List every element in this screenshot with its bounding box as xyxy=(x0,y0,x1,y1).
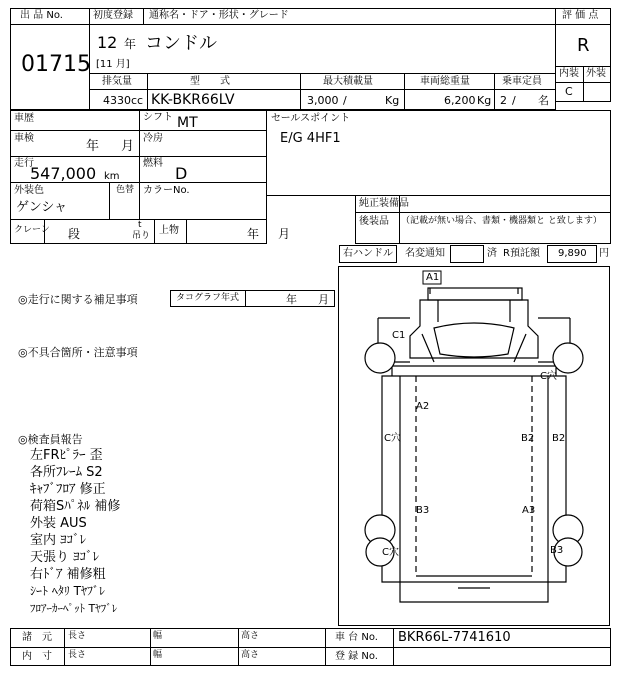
cap-sep: / xyxy=(512,94,516,107)
year-unit: 年 xyxy=(124,37,137,51)
car-name: コンドル xyxy=(145,33,217,54)
cap-label: 乗車定員 xyxy=(502,76,542,87)
mileage-unit: km xyxy=(104,171,120,182)
name-change-label: 名変通知 xyxy=(405,248,445,259)
model-val: KK-BKR66LV xyxy=(151,92,235,108)
cap-val: 2 xyxy=(500,94,507,107)
reg-label: 登 録 No. xyxy=(335,651,378,662)
damage-mark-a1: A1 xyxy=(426,272,440,283)
ext-color-val: ゲンシャ xyxy=(16,200,68,215)
lot-no-label: 出 品 No. xyxy=(20,10,63,21)
driving-label: ◎走行に関する補足事項 xyxy=(18,293,138,306)
disp-label: 排気量 xyxy=(102,76,132,87)
rhd-label: 右ハンドル xyxy=(343,248,393,259)
sales-label: セールスポイント xyxy=(271,113,351,124)
load-val: 3,000 xyxy=(307,94,339,107)
recycle-prefix: 済 xyxy=(487,248,497,259)
inspection-label: 車検 xyxy=(14,133,34,144)
model-label: 型 式 xyxy=(190,76,230,87)
inspector-item: 左FRﾋﾟﾗｰ 歪 xyxy=(30,448,103,463)
shogen-label: 諸 元 xyxy=(22,632,52,643)
rating-label: 評 価 点 xyxy=(562,10,599,21)
inspector-label: ◎検査員報告 xyxy=(18,433,83,446)
first-reg-label: 初度登録 xyxy=(93,10,133,21)
recycle-unit: 円 xyxy=(599,248,609,259)
disp-val: 4330 xyxy=(103,94,131,107)
inspector-item: 各所ﾌﾚｰﾑ S2 xyxy=(30,465,103,480)
recycle-label: R預託額 xyxy=(503,248,540,259)
aftermarket-note: （記載が無い場合、書類・機器類と と致します） xyxy=(401,216,602,226)
mileage-hist-label: 車歴 xyxy=(14,113,34,124)
disp-unit: cc xyxy=(131,94,144,107)
inspector-item: ｷｬﾌﾞﾌﾛｱ 修正 xyxy=(30,482,106,497)
inspector-item: ｼｰﾄ ﾍﾀﾘ Tﾔﾌﾞﾚ xyxy=(30,584,105,598)
year-val: 12 xyxy=(97,33,118,52)
defects-label: ◎不具合箇所・注意事項 xyxy=(18,346,138,359)
ext-color-label: 外装色 xyxy=(14,185,44,196)
fuel-label: 燃料 xyxy=(143,158,163,169)
truck-outline xyxy=(338,266,610,626)
inspector-item: 外装 AUS xyxy=(30,516,87,531)
cap-unit: 名 xyxy=(538,94,549,107)
crane-dan: 段 xyxy=(68,227,81,241)
naisun-label: 内 寸 xyxy=(22,651,52,662)
color-no-label: 色替 xyxy=(116,185,135,195)
gross-label: 車両総重量 xyxy=(420,76,470,87)
jouka-month: 月 xyxy=(278,227,291,241)
inspection-year: 年 xyxy=(86,139,100,154)
inspector-item: 荷箱Sﾊﾟﾈﾙ 補修 xyxy=(30,499,121,514)
load-unit: Kg xyxy=(385,94,400,107)
width-label: 幅 xyxy=(153,631,163,641)
damage-mark-a2: A2 xyxy=(416,401,430,412)
inspector-item: 天張り ﾖｺﾞﾚ xyxy=(30,550,100,565)
month-val: [11 月] xyxy=(96,59,130,70)
name-label: 通称名・ドア・形状・グレード xyxy=(149,10,289,21)
interior-label: 内装 xyxy=(559,68,579,79)
truck-diagram xyxy=(338,266,610,626)
chassis-label: 車 台 No. xyxy=(335,632,378,643)
damage-mark-b2: B2 xyxy=(521,433,535,444)
tacho-year: 年 xyxy=(286,293,297,306)
tacho-label: タコグラフ年式 xyxy=(176,293,240,303)
damage-mark-c1: C1 xyxy=(392,330,406,341)
aftermarket-label: 後装品 xyxy=(359,216,389,227)
load-sep: / xyxy=(343,94,347,107)
length-label: 長さ xyxy=(68,631,87,641)
mileage-val: 547,000 xyxy=(30,164,97,183)
name-change-box xyxy=(450,245,484,263)
crane-t: t xyxy=(138,220,142,230)
ac-label: 冷房 xyxy=(143,133,163,144)
tacho-month: 月 xyxy=(318,293,329,306)
gross-unit: Kg xyxy=(477,94,492,107)
chassis-val: BKR66L-7741610 xyxy=(398,630,511,645)
jouka-label: 上物 xyxy=(159,225,179,236)
damage-mark-c-hole: C穴 xyxy=(382,547,399,558)
damage-mark-a3: A3 xyxy=(522,505,536,516)
genuine-label: 純正装備品 xyxy=(359,198,409,209)
inspector-item: ﾌﾛｱｰｶｰﾍﾟｯﾄ Tﾔﾌﾞﾚ xyxy=(30,602,118,615)
fuel-val: D xyxy=(175,164,188,183)
height-label: 高さ xyxy=(241,650,260,660)
shift-val: MT xyxy=(177,115,198,131)
lot-no: 01715 xyxy=(21,52,91,77)
damage-mark-b3: B3 xyxy=(550,545,564,556)
interior-grade: C xyxy=(565,85,573,98)
crane-tsuri: 吊り xyxy=(132,231,151,241)
shift-label: シフト xyxy=(143,112,173,123)
damage-mark-c-hole: C穴 xyxy=(384,433,401,444)
inspector-item: 右ﾄﾞｱ 補修粗 xyxy=(30,567,106,582)
mileage-label: 走行 xyxy=(14,158,34,169)
gross-val: 6,200 xyxy=(444,94,476,107)
crane-label: クレーン xyxy=(14,225,50,235)
length-label: 長さ xyxy=(68,650,87,660)
height-label: 高さ xyxy=(241,631,260,641)
inspector-items xyxy=(30,447,120,617)
damage-mark-b2: B2 xyxy=(552,433,566,444)
rating: R xyxy=(577,35,590,56)
exterior-label: 外装 xyxy=(586,68,606,79)
jouka-year: 年 xyxy=(247,227,260,241)
damage-mark-b3: B3 xyxy=(416,505,430,516)
sales-val: E/G 4HF1 xyxy=(280,131,341,146)
width-label: 幅 xyxy=(153,650,163,660)
inspection-month: 月 xyxy=(121,139,135,154)
load-label: 最大積載量 xyxy=(323,76,373,87)
inspector-item: 室内 ﾖｺﾞﾚ xyxy=(30,533,87,548)
damage-mark-c-hole: C穴 xyxy=(540,371,557,382)
color-code-label: カラーNo. xyxy=(143,185,190,196)
recycle-val: 9,890 xyxy=(558,248,587,259)
